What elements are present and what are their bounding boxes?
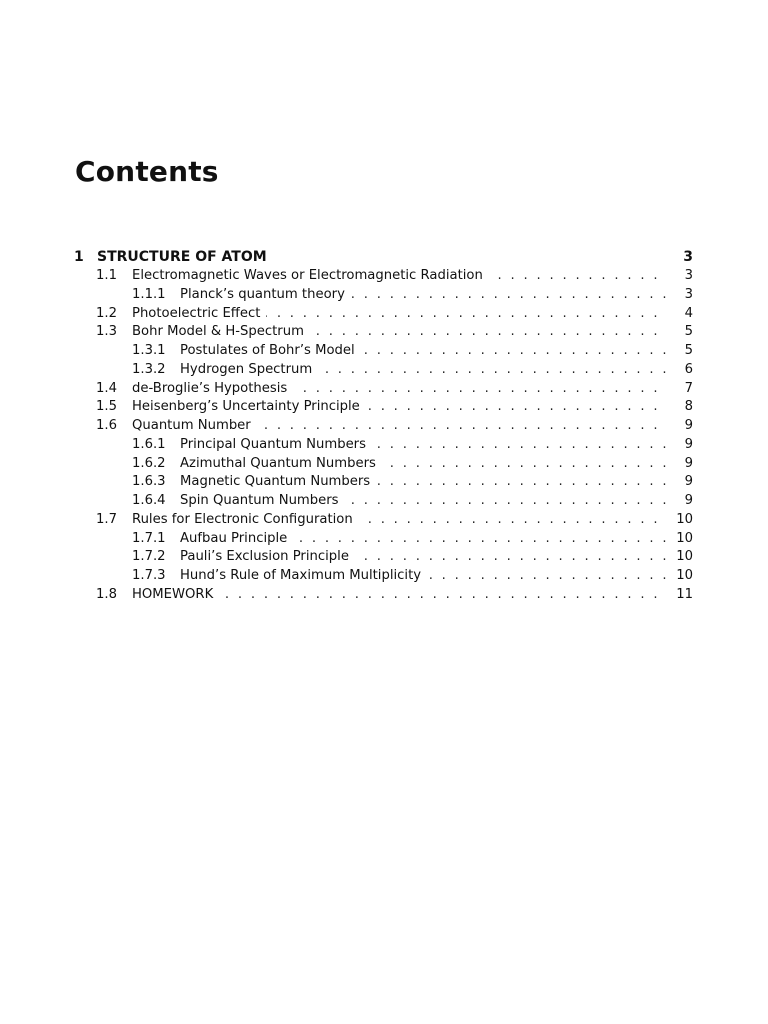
toc-entry-number: 1.1 [96, 268, 117, 283]
toc-entry-page: 10 [676, 530, 693, 546]
toc-entry-title: Azimuthal Quantum Numbers [180, 455, 382, 474]
toc-entry[interactable] [74, 455, 695, 474]
toc-entry-title: Principal Quantum Numbers [180, 436, 372, 455]
toc-entry[interactable] [74, 323, 695, 342]
toc-entry-page: 11 [676, 586, 693, 602]
toc-entry[interactable] [74, 286, 695, 305]
toc-entry-page: 5 [684, 324, 693, 340]
toc-entry[interactable] [74, 380, 695, 399]
toc-entry[interactable] [74, 511, 695, 530]
toc-entry-page: 7 [684, 380, 693, 396]
toc-entry[interactable] [74, 361, 695, 380]
toc-entry-title: Heisenberg’s Uncertainty Principle [132, 398, 366, 417]
toc-entry[interactable] [74, 586, 695, 605]
toc-entry-page: 10 [676, 511, 693, 527]
toc-entry[interactable] [74, 492, 695, 511]
toc-entry-title: Planck’s quantum theory [180, 286, 351, 305]
table-of-contents [74, 248, 695, 605]
toc-entry-title: Electromagnetic Waves or Electromagnetic Radiation [132, 267, 489, 286]
toc-entry-page: 3 [684, 268, 693, 283]
toc-entry-page: 9 [684, 436, 693, 452]
toc-entry-number: 1.7.1 [132, 530, 166, 546]
toc-entry-number: 1.3.1 [132, 343, 166, 358]
toc-entry-page: 10 [676, 568, 693, 583]
toc-entry-number: 1.4 [96, 380, 117, 396]
toc-chapter-title: STRUCTURE OF ATOM [97, 249, 267, 265]
toc-entry-page: 10 [676, 549, 693, 565]
toc-entry-title: Magnetic Quantum Numbers [180, 473, 376, 492]
toc-entry-number: 1.6 [96, 418, 117, 433]
toc-entry-title: de-Broglie’s Hypothesis [132, 380, 293, 399]
toc-entry-page: 9 [684, 455, 693, 471]
toc-chapter-page: 3 [683, 249, 693, 265]
toc-entry-page: 9 [684, 493, 693, 508]
toc-entry-number: 1.6.4 [132, 493, 166, 508]
toc-entry[interactable] [74, 305, 695, 324]
toc-entry-title: Postulates of Bohr’s Model [180, 342, 361, 361]
toc-entry-page: 9 [684, 418, 693, 433]
toc-entry-title: Quantum Number [132, 417, 257, 436]
toc-entry-number: 1.6.2 [132, 455, 166, 471]
toc-entry[interactable] [74, 417, 695, 436]
toc-entry-number: 1.3.2 [132, 361, 166, 377]
toc-entry[interactable] [74, 342, 695, 361]
toc-entry-page: 9 [684, 474, 693, 490]
toc-entry-title: Spin Quantum Numbers [180, 492, 345, 511]
page-title: Contents [75, 155, 219, 188]
toc-entry-title: Pauli’s Exclusion Principle [180, 548, 355, 567]
toc-entry-title: Bohr Model & H-Spectrum [132, 323, 310, 342]
toc-entry-number: 1.7 [96, 511, 117, 527]
toc-entry[interactable] [74, 567, 695, 586]
toc-entry-number: 1.3 [96, 324, 117, 340]
toc-entry-title: Rules for Electronic Configuration [132, 511, 359, 530]
toc-entry-page: 6 [684, 361, 693, 377]
toc-chapter-number: 1 [74, 249, 84, 265]
toc-entry-title: Photoelectric Effect [132, 305, 266, 324]
toc-entry[interactable] [74, 436, 695, 455]
toc-entry[interactable] [74, 530, 695, 549]
toc-entry-title: Aufbau Principle [180, 530, 293, 549]
toc-entry-title: Hund’s Rule of Maximum Multiplicity [180, 567, 427, 586]
toc-entry-number: 1.7.2 [132, 549, 166, 565]
toc-entry-page: 4 [684, 305, 693, 321]
toc-entry-number: 1.1.1 [132, 286, 166, 302]
toc-entry-title: Hydrogen Spectrum [180, 361, 318, 380]
toc-entry-page: 3 [684, 286, 693, 302]
toc-entry[interactable] [74, 267, 695, 286]
toc-entry-number: 1.6.3 [132, 474, 166, 490]
toc-entry-number: 1.2 [96, 305, 117, 321]
toc-entry-page: 5 [684, 343, 693, 358]
toc-entry[interactable] [74, 398, 695, 417]
toc-entry-number: 1.6.1 [132, 436, 166, 452]
toc-entry[interactable] [74, 473, 695, 492]
toc-entry-title: HOMEWORK [132, 586, 219, 605]
toc-chapter-entry[interactable] [74, 248, 695, 267]
toc-entry-number: 1.5 [96, 399, 117, 415]
toc-entry-number: 1.8 [96, 586, 117, 602]
toc-entry-number: 1.7.3 [132, 568, 166, 583]
toc-entry[interactable] [74, 548, 695, 567]
toc-entry-page: 8 [684, 399, 693, 415]
